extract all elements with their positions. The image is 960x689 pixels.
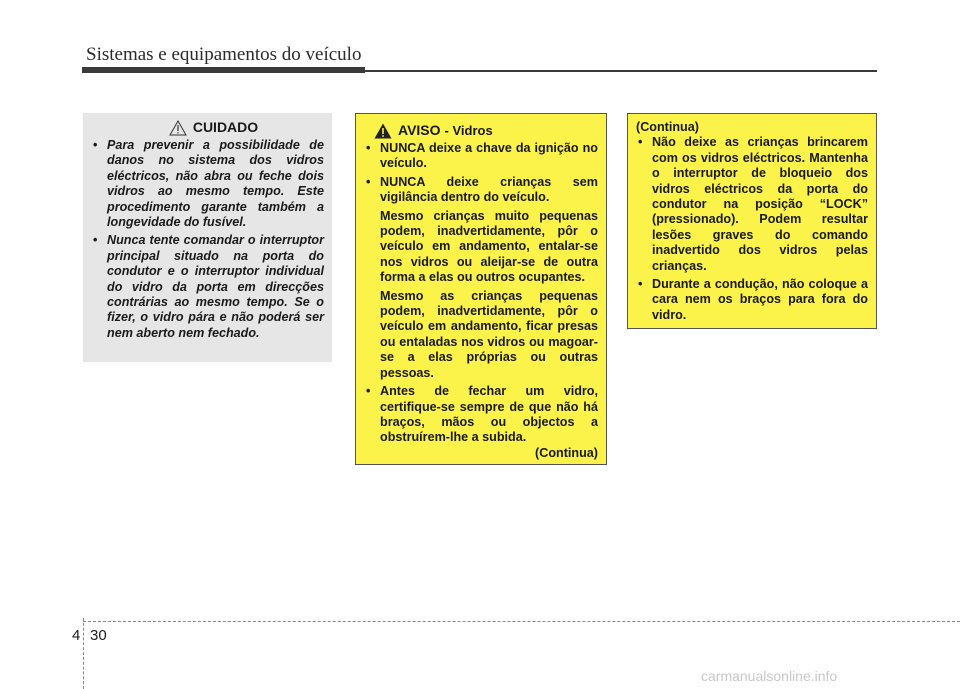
watermark: carmanualsonline.info (701, 668, 838, 684)
warning-item: • NUNCA deixe crianças sem vigilância dentro do veículo. (364, 175, 598, 206)
caution-item: • Para prevenir a possibilidade de danos no sistema dos vidros eléctricos, não abra ou feche dois vidros ao mesmo tempo. Este procedimento garante também a longevidade do fusível. (91, 138, 324, 230)
continuation-box (627, 113, 877, 329)
warning-item: • Antes de fechar um vidro, certifique-se sempre de que não há braços, mãos ou objectos a obstruírem-lhe a subida. (364, 384, 598, 446)
caution-item: • Nunca tente comandar o interruptor principal situado na porta do condutor e o interruptor individual do vidro da porta em direcções contrárias ao mesmo tempo. Se o fizer, o vidro pára e não poderá ser nem aberto nem fechado. (91, 233, 324, 341)
continuation-label: (Continua) (636, 120, 699, 134)
caution-header (91, 120, 324, 136)
header-rule (82, 67, 365, 73)
warning-title: AVISO (398, 122, 441, 139)
warning-paragraph: Mesmo crianças muito pequenas podem, inadvertidamente, pôr o veículo em andamento, entalar-se nos vidros ou aleijar-se de outra forma a elas ou outros ocupantes. (380, 208, 598, 285)
footer-divider (83, 618, 85, 689)
continuation-item: • Durante a condução, não coloque a cara nem os braços para fora do vidro. (636, 277, 868, 323)
header-rule-thin (365, 70, 877, 72)
warning-header (364, 123, 598, 139)
chapter-number: 4 (72, 627, 81, 644)
section-title: Sistemas e equipamentos do veículo (86, 44, 362, 65)
page-number: 30 (90, 627, 107, 644)
warning-triangle-icon (374, 123, 392, 139)
continued-label: (Continua) (535, 445, 598, 460)
continuation-item: • Não deixe as crianças brincarem com os vidros eléctricos. Mantenha o interruptor de bloqueio dos vidros eléctricos da porta do condutor na posição “LOCK” (pressionado). Podem resultar lesões graves do comando inadvertido dos vidros pelas crianças. (636, 135, 868, 274)
warning-box (355, 113, 607, 465)
warning-subtitle: - Vidros (444, 123, 493, 139)
footer-rule (83, 621, 960, 623)
caution-box (83, 113, 332, 362)
warning-paragraph: Mesmo as crianças pequenas podem, inadvertidamente, pôr o veículo em andamento, ficar presas ou entaladas nos vidros ou magoar-se a elas próprias ou outras pessoas. (380, 288, 598, 380)
caution-body (91, 138, 324, 341)
caution-triangle-icon (169, 120, 187, 136)
caution-title: CUIDADO (192, 119, 259, 136)
warning-item: • NUNCA deixe a chave da ignição no veículo. (364, 141, 598, 172)
